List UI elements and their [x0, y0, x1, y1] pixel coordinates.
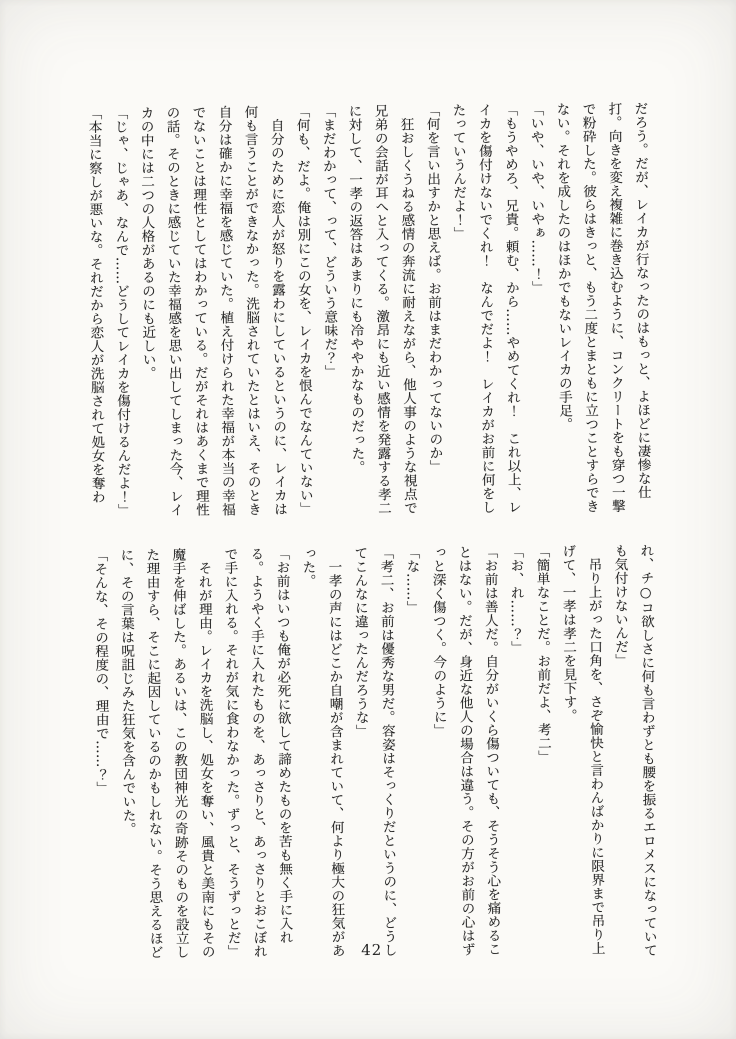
text-column: 「何を言い出すかと思えば。お前はまだわかってないのか」 [423, 103, 443, 474]
text-column: る。ようやく手に入れたものを、あっさりと、あっさりとおこぼれ [247, 546, 267, 959]
text-column: っと深く傷つく。今のように」 [429, 545, 447, 738]
text-column: 「そんな、その程度の、理由で……？」 [91, 548, 110, 796]
text-column: 狂おしくうねる感情の奔流に耐えながら、他人事のような視点で [397, 103, 417, 515]
text-column: 何も言うことができなかった。洗脳されていたとはいえ、そのとき [241, 104, 261, 517]
text-block-bottom [86, 543, 662, 959]
page-number: 42 [361, 940, 383, 960]
text-column: とはない。だが、身近な他人の場合は違う。その方がお前の心はず [455, 545, 475, 957]
text-column: 「いや、いや、いやぁ……！」 [527, 102, 546, 295]
text-column: 自分は確かに幸福を感じていた。植え付けられた幸福が本当の幸福 [215, 105, 235, 517]
text-column: 吊り上がった口角を、さぞ愉快と言わんばかりに限界まで吊り上 [585, 543, 605, 956]
text-column: 「本当に察しが悪いな。それだから恋人が洗脳されて処女を奪わ [85, 106, 105, 504]
text-column: それが理由。レイカを洗脳し、処女を奪い、風貴と美南にもその [195, 547, 215, 959]
text-column: だろう。だが、レイカが行なったのはもっと、よほどに凄惨な仕 [631, 101, 651, 499]
text-column: げて、一孝は孝二を見下す。 [559, 544, 577, 723]
text-column: 「お前は善人だ。自分がいくら傷ついても、そうそう心を痛めるこ [481, 544, 501, 956]
text-column: 一孝の声にはどこか自嘲が含まれていて、何より極大の狂気があ [325, 546, 345, 958]
text-column: たっていうんだよ！」 [449, 103, 467, 241]
text-column: ない。それを成したのはほかでもないレイカの手足。 [553, 102, 573, 432]
text-column: 魔手を伸ばした。あるいは、この教団神光の奇跡そのものを設立し [169, 547, 189, 959]
text-column: 「何も、だよ。俺は別にこの女を、レイカを恨んでなんていない」 [293, 104, 313, 516]
text-column: 「お前はいつも俺が必死に欲して諦めたものを苦も無く手に入れ [273, 546, 293, 945]
text-column: てこんなに違ったんだろうな」 [351, 546, 369, 738]
text-column: で粉砕した。彼らはきっと、もう二度とまともに立つことすらでき [579, 101, 599, 514]
text-column: 兄弟の会話が耳へと入ってくる。激昂にも近い感情を発露する孝二 [371, 103, 391, 515]
text-column: 「考二、お前は優秀な男だ。容姿はそっくりだというのに、どうし [377, 545, 397, 957]
text-column: カの中には二つの人格があるのにも近しい。 [137, 105, 156, 380]
text-column: 「な……」 [403, 545, 420, 615]
text-column: った。 [299, 546, 316, 588]
text-column: 「まだわかって、って、どういう意味だ？」 [319, 104, 338, 379]
text-column: に、その言葉は呪詛じみた狂気を含んでいた。 [117, 548, 136, 836]
text-column: 「お、れ……？」 [507, 544, 525, 655]
text-column: で手に入れる。それが気に食わなかった。ずっと、そうずっとだ」 [221, 547, 241, 959]
text-column: た理由すら、そこに起因しているのかもしれない。そう思えるほど [143, 547, 163, 959]
text-column: 「簡単なことだ。お前だよ、考二」 [533, 544, 552, 764]
text-column: に対して、一孝の返答はあまりにも冷ややかなものだった。 [345, 104, 365, 475]
text-column: イカを傷付けないでくれ！ なんでだよ！ レイカがお前に何をし [475, 102, 495, 515]
text-block-top [80, 101, 656, 518]
text-column: 打。向きを変え複雑に巻き込むように、コンクリートをも穿つ一撃 [605, 101, 625, 513]
text-column: 「じゃ、じゃあ、なんで……どうしてレイカを傷付けるんだよ！」 [111, 106, 131, 518]
text-column: も気付けないんだ」 [611, 543, 629, 668]
text-column: 「もうやめろ、兄貴。頼む、から……やめてくれ！ これ以上、レ [501, 102, 521, 514]
text-column: 自分のために恋人が怒りを露わにしているというのに、レイカは [267, 104, 287, 516]
text-column: の話。そのときに感じていた幸福感を思い出してしまった今、レイ [163, 105, 183, 517]
text-column: れ、チ○コ欲しさに何も言わずとも腰を振るエロメスになっていて [637, 543, 657, 958]
text-column: でないことは理性としてはわかっている。だがそれはあくまで理性 [189, 105, 209, 517]
